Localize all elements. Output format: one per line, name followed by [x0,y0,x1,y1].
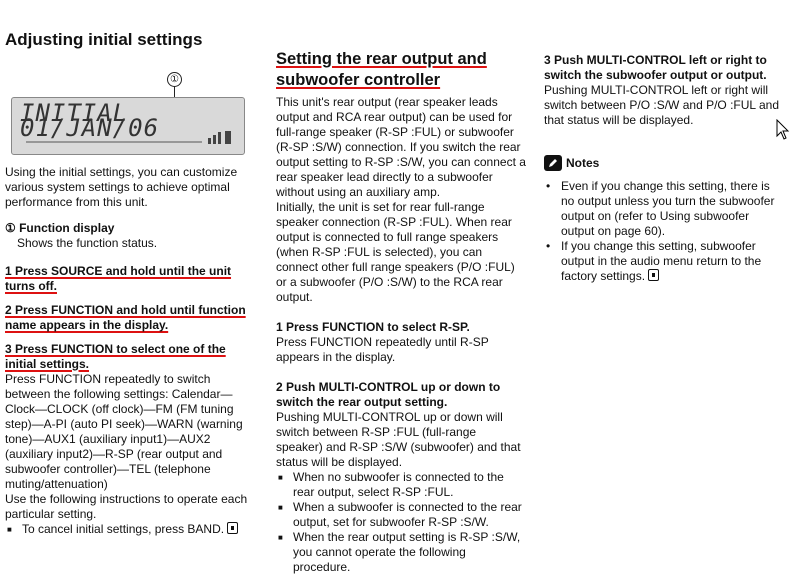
rear-step-2: 2 Push MULTI-CONTROL up or down to switch the rear output setting. [276,380,501,409]
lcd-indicators-icon [12,98,244,154]
note-2-text: If you change this setting, subwoofer output in the audio menu return to the factory settings. [561,239,762,283]
section-title-rear-output: Setting the rear output and subwoofer controller [276,50,487,89]
cancel-bullet-text: To cancel initial settings, press BAND. [22,522,225,536]
rear-step-1-body: Press FUNCTION repeatedly until R-SP appears in the display. [276,335,489,364]
rear-step-1: 1 Press FUNCTION to select R-SP. [276,320,470,334]
rear-bullet-2: ■ When a subwoofer is connected to the rear output, set for subwoofer R-SP :S/W. [276,500,526,530]
settings-body-2: Use the following instructions to operate each particular setting. [5,492,248,521]
intro-text: Using the initial settings, you can customize various system settings to achieve optimal performance from this unit. [5,165,238,209]
end-mark-icon [227,522,238,534]
step-2: 2 Press FUNCTION and hold until function name appears in the display. [5,303,246,332]
mouse-cursor-icon [776,119,790,141]
function-display-desc: Shows the function status. [17,236,158,250]
step-1: 1 Press SOURCE and hold until the unit turns off. [5,264,232,293]
note-2 [544,239,784,284]
rear-step-2-body: Pushing MULTI-CONTROL up or down will switch between R-SP :FUL (full-range speaker) and R-SP :S/W (subwoofer) and that status will be displayed. [276,410,521,469]
rear-bullet-3: ■ When the rear output setting is R-SP :S/W, you cannot operate the following procedure. [276,530,526,575]
lcd-text: INITIAL 01/JAN/06 [20,99,160,142]
step-3: 3 Press FUNCTION to select one of the initial settings. [5,342,226,371]
cancel-bullet [5,522,255,537]
rear-output-p2: Initially, the unit is set for rear full-range speaker connection (R-SP :FUL). When rear output is connected to full range speakers (when R-SP :FUL is selected), you can connect other full range speakers (P/O :FUL) or a subwoofer (P/O :S/W) to the RCA rear output. [276,200,515,304]
column-left-body [5,165,255,537]
settings-body: Press FUNCTION repeatedly to switch between the following settings: Calendar—Clock—CLOCK (off clock)—FM (FM tuning step)—A-PI (auto PI seek)—WARN (warning tone)—AUX1 (auxiliary input1)—AUX2 (auxiliary input2)—R-SP (rear output and subwoofer controller)—TEL (telephone muting/attenuation) [5,372,243,491]
section-title: Adjusting initial settings [5,30,203,49]
rear-output-p1: This unit's rear output (rear speaker leads output and RCA rear output) can be used for full-range speaker (R-SP :FUL) or subwoofer (R-SP :S/W) connection. If you switch the rear output setting to R-SP :S/W, you can connect a rear speaker lead directly to a subwoofer without using an auxiliary amp. [276,95,526,199]
callout-marker: ① [167,72,182,87]
note-1: • Even if you change this setting, there is no output unless you turn the subwoofer output on (refer to Using subwoofer output on page 60). [544,179,784,239]
end-mark-icon [648,269,659,281]
column-right-body [544,53,782,128]
pencil-icon [544,155,562,171]
rear-step-3-body: Pushing MULTI-CONTROL left or right will switch between P/O :S/W and P/O :FUL and that status will be displayed. [544,83,779,127]
notes-list [544,179,784,284]
notes-title: Notes [566,155,600,170]
rear-bullet-1: ■ When no subwoofer is connected to the rear output, select R-SP :FUL. [276,470,526,500]
notes-header [544,155,599,171]
column-middle-body [276,95,526,575]
lcd-display [11,97,245,155]
rear-step-3: 3 Push MULTI-CONTROL left or right to switch the subwoofer output or output. [544,53,767,82]
function-display-label: ① Function display [5,221,115,235]
